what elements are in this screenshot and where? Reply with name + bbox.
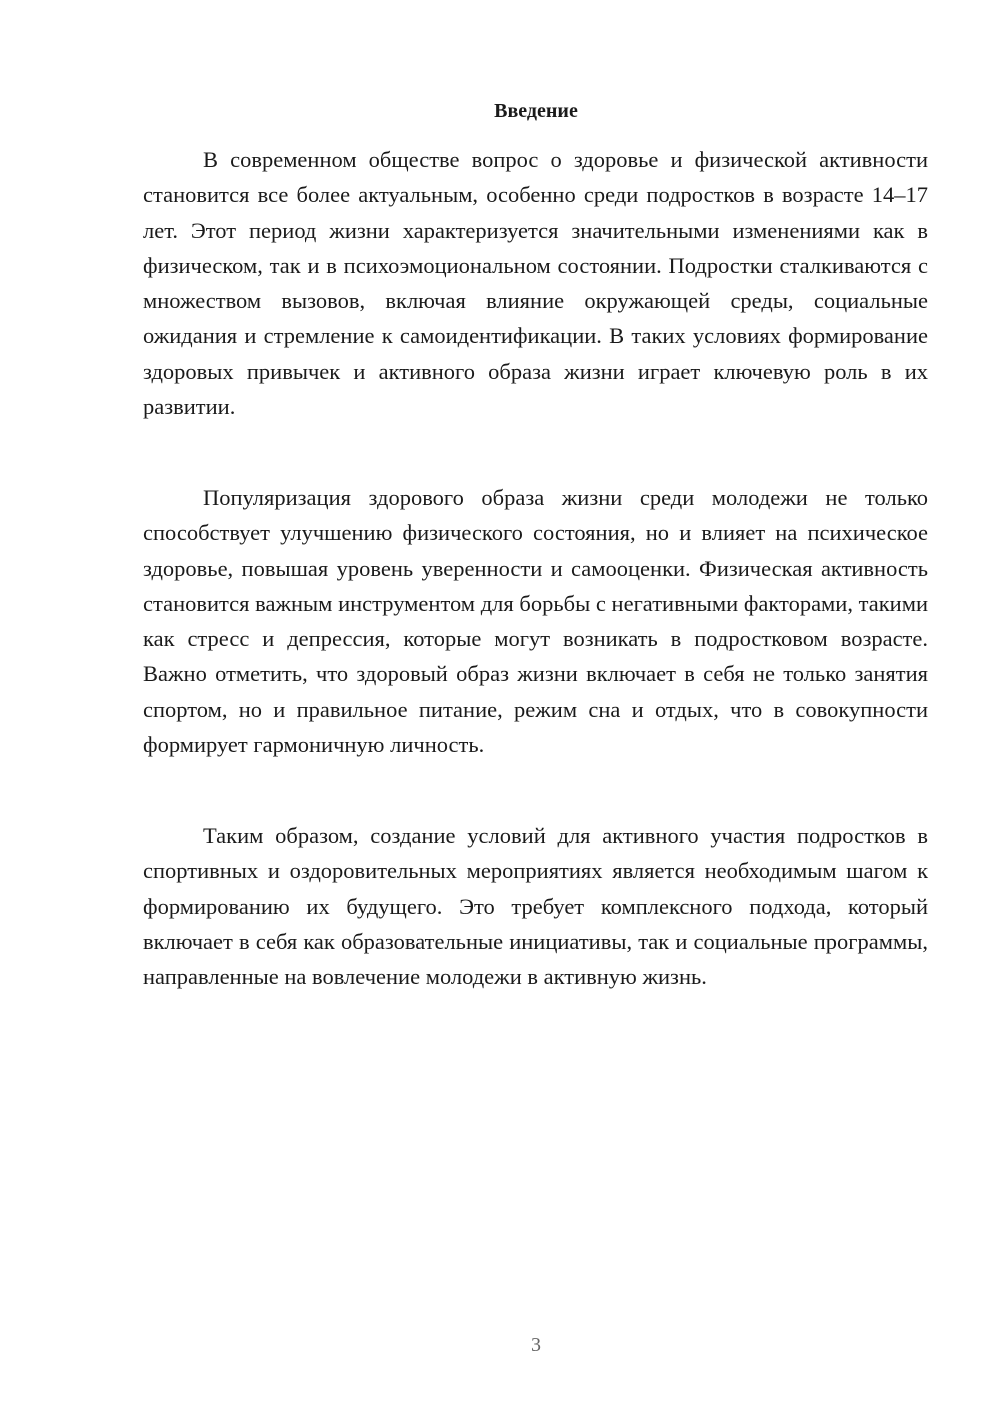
section-title: Введение [494, 100, 578, 122]
page-number: 3 [531, 1334, 541, 1356]
paragraph-2: Популяризация здорового образа жизни среди молодежи не только способствует улучшению физического состояния, но и влияет на психическое здоровье, повышая уровень уверенности и самооценки. Физическая активность становится важным инструментом для борьбы с негативными факторами, такими как стресс и депрессия, которые могут возникать в подростковом возрасте. Важно отметить, что здоровый образ жизни включает в себя не только занятия спортом, но и правильное питание, режим сна и отдых, что в совокупности формирует гармоничную личность. [143, 485, 928, 758]
paragraph-3: Таким образом, создание условий для активного участия подростков в спортивных и оздоровительных мероприятиях является необходимым шагом к формированию их будущего. Это требует комплексного подхода, который включает в себя как образовательные инициативы, так и социальные программы, направленные на вовлечение молодежи в активную жизнь. [143, 823, 928, 990]
paragraph-1: В современном обществе вопрос о здоровье и физической активности становится все более актуальным, особенно среди подростков в возрасте 14–17 лет. Этот период жизни характеризуется значительными изменениями как в физическом, так и в психоэмоциональном состоянии. Подростки сталкиваются с множеством вызовов, включая влияние окружающей среды, социальные ожидания и стремление к самоидентификации. В таких условиях формирование здоровых привычек и активного образа жизни играет ключевую роль в их развитии. [143, 147, 928, 420]
